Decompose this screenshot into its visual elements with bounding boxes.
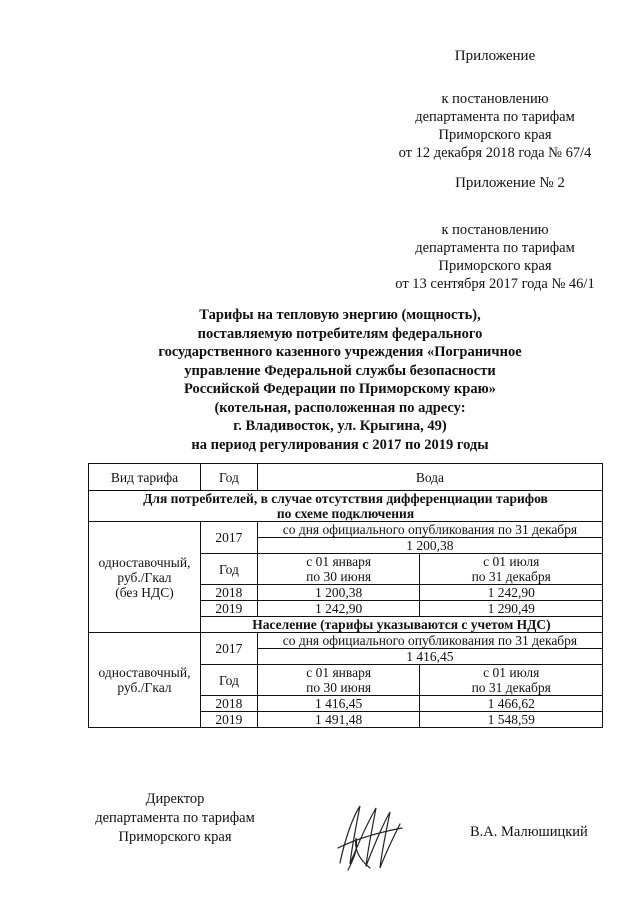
decree-line: Приморского края [438,127,552,143]
title-line: на период регулирования с 2017 по 2019 годы [191,436,489,453]
signatory-title-line: Директор [145,791,205,807]
value-cell: 1 290,49 [420,601,603,617]
period-cell: со дня официального опубликования по 31 декабря [257,522,602,538]
title-line: поставляемую потребителям федерального [197,325,483,342]
half1-cell [257,554,420,585]
appendix-label: Приложение [454,48,536,64]
value-cell: 1 491,48 [257,712,420,728]
year-cell: 2018 [200,585,257,601]
header-tariff-type: Вид тарифа [89,464,201,491]
half2-line: с 01 июля [483,554,540,569]
value-cell: 1 548,59 [420,712,603,728]
decree-line: к постановлению [441,222,549,238]
half1-line: с 01 января [306,554,372,569]
half2-line: по 31 декабря [471,680,551,695]
decree-reference-2 [380,221,610,293]
signatory-title [60,790,290,847]
document-title [90,306,590,454]
year-cell: 2018 [200,696,257,712]
title-line: (котельная, расположенная по адресу: [214,399,466,416]
half2-cell [420,554,603,585]
decree-line: департамента по тарифам [415,240,575,256]
decree-line: департамента по тарифам [415,109,575,125]
value-cell: 1 242,90 [257,601,420,617]
year-cell: 2017 [200,633,257,665]
section-heading-line: Для потребителей, в случае отсутствия дифференциации тарифов [143,491,548,506]
section-heading [89,491,603,522]
section-heading-row [89,491,603,522]
signatory-title-line: департамента по тарифам [95,810,255,826]
appendix-2-label: Приложение № 2 [455,175,565,191]
year-cell: 2019 [200,601,257,617]
tariff-label-line: руб./Гкал [117,569,172,585]
title-line: государственного казенного учреждения «Пограничное [158,344,522,360]
value-cell: 1 416,45 [257,649,602,665]
table-header-row [89,464,603,491]
year-label-cell: Год [200,665,257,696]
half1-line: с 01 января [306,665,372,680]
section-heading [200,617,602,633]
tariff-label-line: одноставочный, [98,665,191,680]
value-cell: 1 242,90 [420,585,603,601]
half1-line: по 30 июня [306,569,372,584]
title-line: Российской Федерации по Приморскому краю» [184,381,496,397]
header-water: Вода [257,464,602,491]
half1-cell [257,665,420,696]
tariff-type-cell [89,522,201,633]
title-line: Тарифы на тепловую энергию (мощность), [199,307,481,323]
half2-line: с 01 июля [483,665,540,680]
period-cell: со дня официального опубликования по 31 декабря [257,633,602,649]
header-year: Год [200,464,257,491]
value-cell: 1 200,38 [257,538,602,554]
half2-line: по 31 декабря [471,569,551,584]
section-heading-line: по схеме подключения [276,506,415,521]
year-label-cell: Год [200,554,257,585]
decree-line: от 13 сентября 2017 года № 46/1 [395,276,595,292]
tariff-label-line: руб./Гкал [117,680,172,695]
decree-line: от 12 декабря 2018 года № 67/4 [398,145,592,161]
half1-line: по 30 июня [306,680,372,695]
tariff-table [88,463,603,728]
section-heading-line: Население (тарифы указываются с учетом НДС) [252,617,551,632]
decree-line: к постановлению [441,91,549,107]
value-cell: 1 416,45 [257,696,420,712]
tariff-type-cell [89,633,201,728]
value-cell: 1 200,38 [257,585,420,601]
decree-line: Приморского края [438,258,552,274]
handwritten-signature [330,798,410,873]
tariff-label-line: одноставочный, [98,554,191,570]
year-cell: 2019 [200,712,257,728]
table-row [89,633,603,649]
signatory-title-line: Приморского края [118,829,232,845]
decree-reference-1 [380,90,610,162]
title-line: управление Федеральной службы безопасности [184,362,496,379]
value-cell: 1 466,62 [420,696,603,712]
title-line: г. Владивосток, ул. Крыгина, 49) [233,418,447,434]
table-row [89,522,603,538]
half2-cell [420,665,603,696]
signatory-name: В.А. Малюшицкий [470,824,588,840]
year-cell: 2017 [200,522,257,554]
tariff-label-line: (без НДС) [115,584,174,600]
